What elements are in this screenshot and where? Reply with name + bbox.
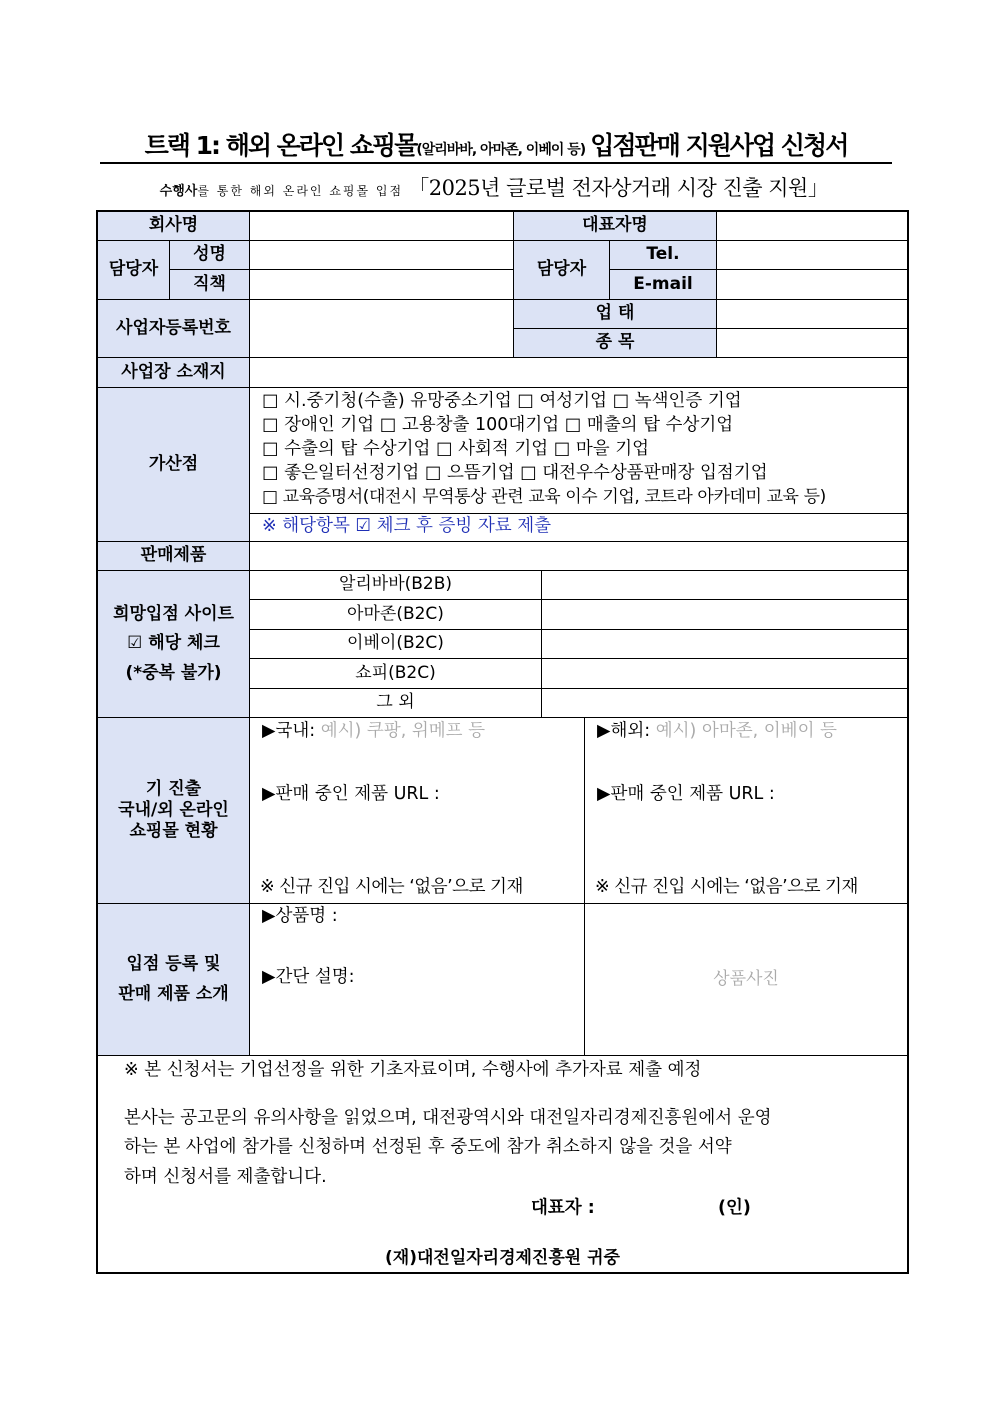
subtitle-bold: 수행사 <box>159 184 198 199</box>
biz-reg-label: 사업자등록번호 <box>98 300 250 358</box>
manager-name-field[interactable] <box>250 241 514 270</box>
site-alibaba: 알리바바(B2B) <box>250 571 542 600</box>
site-amazon: 아마존(B2C) <box>250 600 542 630</box>
site-label-1: 희망입점 사이트 <box>113 604 234 625</box>
biz-item-field[interactable] <box>717 329 907 358</box>
existing-label-1: 기 진출 <box>145 778 202 799</box>
intro-label <box>98 904 250 1056</box>
bonus-note: ※ 해당항목 ☑ 체크 후 증빙 자료 제출 <box>262 516 552 536</box>
title-main: 트랙 1: 해외 온라인 쇼핑몰 <box>144 131 417 160</box>
intro-label-1: 입점 등록 및 <box>126 954 221 975</box>
recipient: (재)대전일자리경제진흥원 귀중 <box>385 1248 620 1268</box>
biz-type-field[interactable] <box>717 300 907 329</box>
company-field[interactable] <box>250 212 514 241</box>
manager-label-right: 담당자 <box>514 241 610 300</box>
existing-label-2: 국내/외 온라인 <box>118 799 229 820</box>
existing-label <box>98 718 250 904</box>
intro-label-2: 판매 제품 소개 <box>118 983 229 1004</box>
footer-note: ※ 본 신청서는 기업선정을 위한 기초자료이며, 수행사에 추가자료 제출 예정 <box>124 1060 702 1080</box>
name-label: 성명 <box>170 241 250 270</box>
biz-type-label: 업 태 <box>514 300 717 329</box>
site-ebay-check[interactable] <box>542 630 907 659</box>
site-other: 그 외 <box>250 689 542 718</box>
email-field[interactable] <box>717 270 907 300</box>
company-label: 회사명 <box>98 212 250 241</box>
bonus-label: 가산점 <box>98 388 250 542</box>
subtitle-main: 「2025년 글로벌 전자상거래 시장 진출 지원」 <box>408 176 829 200</box>
tel-label: Tel. <box>610 241 717 270</box>
manager-position-field[interactable] <box>250 270 514 300</box>
domestic-new-note: ※ 신규 진입 시에는 ‘없음’으로 기재 <box>260 877 523 897</box>
pledge-line-2: 하는 본 사업에 참가를 신청하며 선정된 후 중도에 참가 취소하지 않을 것을 서약 <box>124 1137 732 1157</box>
product-field[interactable] <box>250 542 907 571</box>
existing-label-3: 쇼핑몰 현황 <box>129 821 218 842</box>
biz-item-label: 종 목 <box>514 329 717 358</box>
product-name-label: ▶상품명 : <box>262 906 338 926</box>
overseas-label: ▶해외: <box>597 721 651 741</box>
seal-label: (인) <box>718 1198 751 1218</box>
site-ebay: 이베이(B2C) <box>250 630 542 659</box>
overseas-url-label: ▶판매 중인 제품 URL : <box>597 784 775 804</box>
bonus-line-4[interactable]: □ 좋은일터선정기업 □ 으뜸기업 □ 대전우수상품판매장 입점기업 <box>262 463 768 483</box>
application-form <box>96 210 909 1274</box>
site-label-3: (*중복 불가) <box>125 662 222 683</box>
form-subtitle <box>96 172 892 202</box>
title-paren: (알리바바, 아마존, 이베이 등) <box>416 142 586 158</box>
product-label: 판매제품 <box>98 542 250 571</box>
manager-label: 담당자 <box>98 241 170 300</box>
site-alibaba-check[interactable] <box>542 571 907 600</box>
domestic-line <box>262 721 485 742</box>
domestic-label: ▶국내: <box>262 721 316 741</box>
overseas-line <box>597 721 837 742</box>
position-label: 직책 <box>170 270 250 300</box>
form-title <box>100 126 892 164</box>
overseas-example: 예시) 아마존, 이베이 등 <box>650 721 837 741</box>
site-amazon-check[interactable] <box>542 600 907 630</box>
bonus-line-1[interactable]: □ 시.중기청(수출) 유망중소기업 □ 여성기업 □ 녹색인증 기업 <box>262 391 742 411</box>
address-label: 사업장 소재지 <box>98 358 250 388</box>
site-other-check[interactable] <box>542 689 907 718</box>
site-shopee-check[interactable] <box>542 659 907 689</box>
overseas-new-note: ※ 신규 진입 시에는 ‘없음’으로 기재 <box>595 877 858 897</box>
bonus-line-2[interactable]: □ 장애인 기업 □ 고용창출 100대기업 □ 매출의 탑 수상기업 <box>262 415 734 435</box>
domestic-example: 예시) 쿠팡, 위메프 등 <box>315 721 486 741</box>
tel-field[interactable] <box>717 241 907 270</box>
email-label: E-mail <box>610 270 717 300</box>
bonus-line-5[interactable]: □ 교육증명서(대전시 무역통상 관련 교육 이수 기업, 코트라 아카데미 교육 등) <box>262 487 826 507</box>
title-end: 입점판매 지원사업 신청서 <box>590 131 848 160</box>
address-field[interactable] <box>250 358 907 388</box>
ceo-field[interactable] <box>717 212 907 241</box>
site-label-2[interactable]: ☑ 해당 체크 <box>127 633 220 654</box>
subtitle-pre: 를 통한 해외 온라인 쇼핑몰 입점 <box>197 184 404 198</box>
site-shopee: 쇼피(B2C) <box>250 659 542 689</box>
domestic-url-label: ▶판매 중인 제품 URL : <box>262 784 440 804</box>
bonus-line-3[interactable]: □ 수출의 탑 수상기업 □ 사회적 기업 □ 마을 기업 <box>262 439 650 459</box>
site-label <box>98 571 250 718</box>
pledge-line-1: 본사는 공고문의 유의사항을 읽었으며, 대전광역시와 대전일자리경제진흥원에서 운영 <box>124 1108 772 1128</box>
product-desc-label: ▶간단 설명: <box>262 967 355 987</box>
rep-label: 대표자 : <box>531 1198 595 1218</box>
product-photo-cell[interactable]: 상품사진 <box>585 904 907 1056</box>
biz-reg-field[interactable] <box>250 300 514 358</box>
ceo-label: 대표자명 <box>514 212 717 241</box>
pledge-line-3: 하며 신청서를 제출합니다. <box>124 1167 327 1187</box>
